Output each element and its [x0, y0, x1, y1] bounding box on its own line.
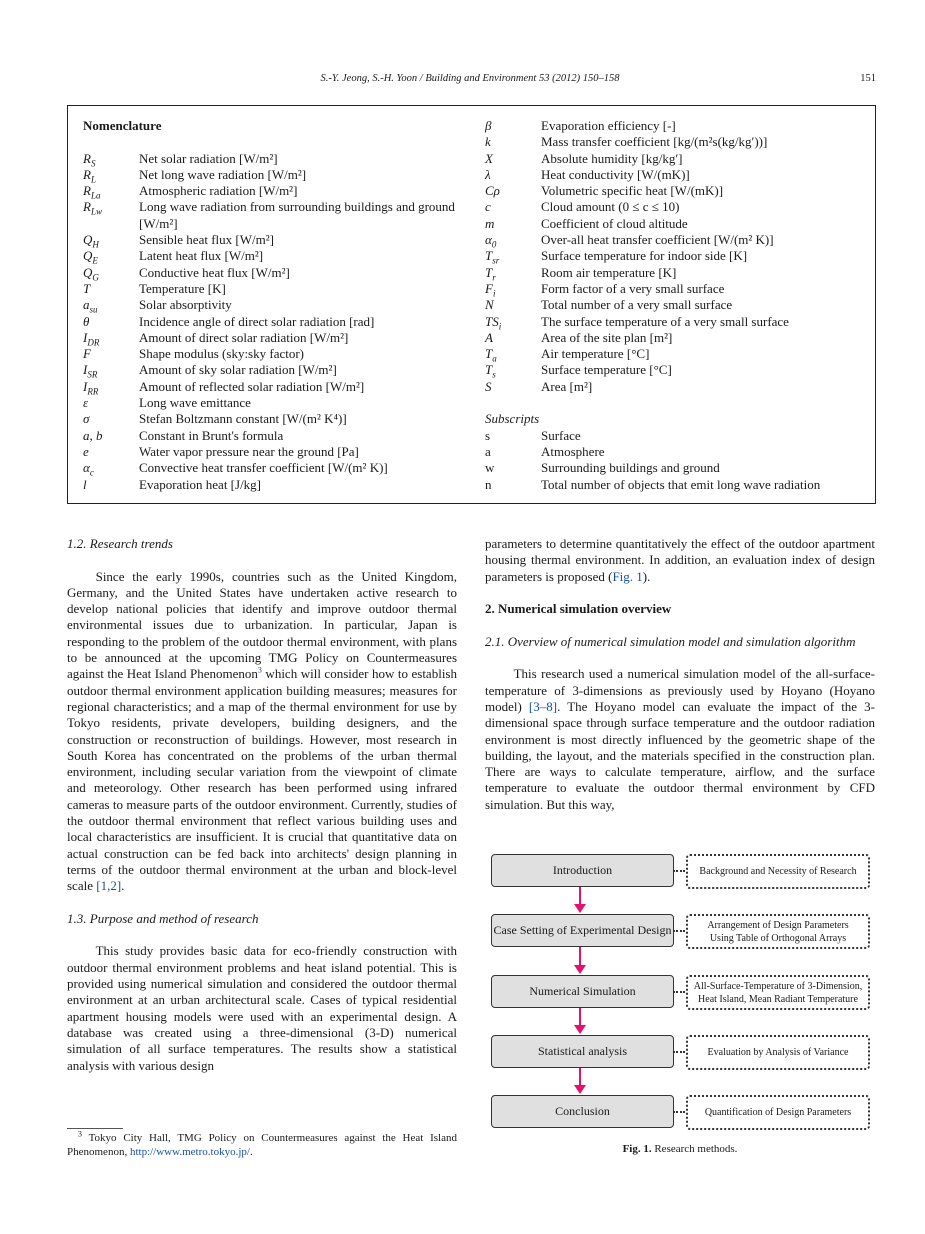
symbol-subscript: Lw	[90, 207, 102, 218]
arrow-down-icon	[579, 1008, 581, 1032]
note-box	[686, 975, 870, 1010]
symbol-base: Q	[83, 248, 93, 264]
nomenclature-row	[83, 265, 473, 281]
arrow-down-icon	[579, 887, 581, 911]
definition: Over-all heat transfer coefficient [W/(m² K)]	[541, 232, 774, 248]
definition: Conductive heat flux [W/m²]	[139, 264, 290, 280]
definition: Net long wave radiation [W/m²]	[139, 166, 307, 182]
citation-link[interactable]: [3–8]	[528, 698, 558, 714]
left-column	[67, 536, 457, 1074]
symbol-base: TS	[485, 313, 499, 329]
symbol-base: σ	[83, 411, 90, 427]
dotted-connector	[673, 991, 685, 993]
nomenclature-row	[83, 362, 473, 381]
footnote-text: Tokyo City Hall, TMG Policy on Countermeasures against the Heat Island Phenomenon,	[67, 1132, 457, 1158]
definition: Incidence angle of direct solar radiation [rad]	[139, 313, 375, 329]
definition: Atmosphere	[541, 443, 605, 459]
nomenclature-row	[485, 134, 875, 150]
symbol-base: m	[485, 215, 495, 231]
symbol-subscript: DR	[87, 337, 100, 348]
step-label: Case Setting of Experimental Design	[493, 923, 672, 937]
definition: Amount of reflected solar radiation [W/m²]	[139, 378, 365, 394]
symbol	[485, 379, 541, 395]
definition: Absolute humidity [kg/kg′]	[541, 150, 683, 166]
symbol	[485, 167, 541, 183]
symbol	[83, 477, 139, 493]
text: . The Hoyano model can evaluate the impact of the 3-dimensional space through surface temperature and the outdoor radiation environment is most directly influenced by the geometric shape of the building, the layout, and the materials specified in the construction plan. There are ways to calculate temperature, airflow, and the surface temperature to evaluate the outdoor thermal environment by CFD simulation. But this way,	[485, 698, 875, 812]
definition: Volumetric specific heat [W/(mK)]	[541, 183, 724, 199]
symbol	[485, 362, 541, 381]
note-line: Evaluation by Analysis of Variance	[707, 1047, 849, 1058]
definition: The surface temperature of a very small surface	[541, 313, 789, 329]
symbol-base: T	[485, 362, 493, 378]
symbol-subscript: 0	[491, 239, 497, 250]
nomenclature-row	[83, 444, 473, 460]
nomenclature-row	[485, 346, 875, 362]
section-heading-1-2: 1.2. Research trends	[67, 536, 173, 551]
symbol	[83, 379, 139, 395]
subscript-row	[485, 460, 875, 476]
symbol-subscript: r	[492, 272, 496, 283]
figure-caption	[485, 1143, 875, 1155]
definition: Amount of direct solar radiation [W/m²]	[139, 329, 349, 345]
symbol	[485, 216, 541, 232]
nomenclature-row	[485, 232, 875, 248]
text: which will consider how to establish outdoor thermal environment application building measures; measures for regional characteristics; and a map of the thermal environment for use by Tokyo residents, private developers, building designers, and the construction or reconstruction of buildings. However, most research in South Korea has concentrated on the problems of the urban thermal environment, including secular variation from the viewpoint of climate and meteorology. Other research has been performed using infrared cameras to measure parts of the outdoor environment. Currently, studies of the outdoor thermal environment that reflect various building uses and local characteristics are insufficient. It is crucial that quantitative data on actual construction can be fed back into architects' design planning in terms of the outdoor thermal environment at the urban and block-level scale	[67, 666, 457, 894]
nomenclature-row	[83, 167, 473, 183]
nomenclature-row	[485, 183, 875, 199]
nomenclature-row	[485, 314, 875, 330]
spacer	[485, 395, 875, 411]
symbol	[83, 199, 139, 232]
note-line: Quantification of Design Parameters	[704, 1107, 852, 1118]
paragraph	[485, 536, 875, 585]
subscript-row	[485, 444, 875, 460]
paragraph	[485, 666, 875, 813]
dotted-connector	[673, 930, 685, 932]
symbol-base: Cρ	[485, 183, 500, 199]
symbol	[485, 248, 541, 264]
footnote-link[interactable]: http://www.metro.tokyo.jp/	[129, 1146, 250, 1158]
step-label: Conclusion	[555, 1104, 610, 1118]
footnote	[67, 1131, 457, 1159]
nomenclature-row	[83, 428, 473, 444]
symbol	[485, 151, 541, 167]
text: .	[121, 878, 125, 894]
note-text	[705, 1106, 851, 1119]
nomenclature-row	[485, 362, 875, 381]
nomenclature-row	[83, 314, 473, 330]
definition: Amount of sky solar radiation [W/m²]	[139, 362, 337, 378]
symbol	[83, 232, 139, 248]
symbol-base: T	[83, 280, 91, 296]
nomenclature-row	[485, 281, 875, 297]
caption-label: Fig. 1.	[622, 1143, 652, 1155]
symbol	[83, 346, 139, 362]
symbol-base: R	[83, 150, 91, 166]
nomenclature-row	[83, 151, 473, 167]
definition: Convective heat transfer coefficient [W/(m² K)]	[139, 460, 388, 476]
symbol-base: I	[83, 362, 88, 378]
subscripts-title: Subscripts	[485, 411, 540, 427]
symbol-base: l	[83, 476, 87, 492]
symbol	[485, 314, 541, 330]
symbol-subscript: E	[92, 255, 98, 266]
symbol	[83, 444, 139, 460]
symbol-subscript: su	[89, 304, 98, 315]
definition: Water vapor pressure near the ground [Pa]	[139, 443, 359, 459]
symbol-subscript: RR	[87, 386, 99, 397]
dotted-connector	[673, 1051, 685, 1053]
symbol-base: α	[83, 460, 90, 476]
note-line: Background and Necessity of Research	[699, 866, 857, 877]
symbol	[83, 460, 139, 476]
note-line: Arrangement of Design Parameters	[707, 919, 849, 931]
symbol	[485, 134, 541, 150]
note-box	[686, 854, 870, 889]
text: This research used a numerical simulation model of the all-surface-temperature of 3-dimensions as previously used by Hoyano (Hoyano model)	[485, 666, 875, 714]
symbol-subscript: c	[89, 467, 94, 478]
symbol-subscript: s	[492, 370, 496, 381]
step-box	[491, 854, 674, 887]
symbol	[83, 314, 139, 330]
definition: Heat conductivity [W/(mK)]	[541, 166, 690, 182]
symbol-base: T	[485, 346, 493, 362]
page-number: 151	[860, 73, 876, 84]
dotted-connector	[673, 870, 685, 872]
step-label: Numerical Simulation	[529, 984, 636, 998]
note-line: All-Surface-Temperature of 3-Dimension,	[693, 980, 863, 992]
nomenclature-title: Nomenclature	[83, 118, 162, 133]
figure-link[interactable]: Fig. 1	[612, 568, 643, 584]
nomenclature-row	[83, 346, 473, 362]
paragraph: This study provides basic data for eco-friendly construction with outdoor thermal environment problems and heat island potential. This is provided using numerical simulation and considered the outdoor thermal environment at an urban architectural scale. Cases of typical residential apartment housing models were used with an experimental design. A database was created using a three-dimensional (3-D) numerical simulation of all surface temperatures. The results show a statistical analysis with various design	[67, 943, 457, 1073]
text: Since the early 1990s, countries such as the United Kingdom, Germany, and the United States have undertaken active research to develop national policies that identify and improve outdoor thermal environmental issues due to urbanization. In particular, Japan is responding to the problem of the outdoor thermal environment, with plans to be announced at the upcoming TMG Policy on Countermeasures against the Heat Island Phenomenon	[67, 568, 457, 682]
definition: Shape modulus (sky:sky factor)	[139, 346, 305, 362]
nomenclature-right	[485, 118, 875, 493]
symbol: s	[485, 427, 491, 443]
subscript-row	[485, 428, 875, 444]
footnote-divider	[67, 1128, 123, 1129]
symbol-subscript: sr	[492, 255, 500, 266]
symbol	[83, 395, 139, 411]
citation-link[interactable]: [1,2]	[96, 878, 122, 894]
symbol	[485, 265, 541, 281]
symbol-base: a, b	[83, 427, 103, 443]
symbol: w	[485, 460, 495, 476]
symbol: n	[485, 476, 492, 492]
nomenclature-row	[485, 265, 875, 281]
definition: Area of the site plan [m²]	[541, 329, 673, 345]
definition: Surrounding buildings and ground	[541, 460, 720, 476]
symbol	[485, 183, 541, 199]
symbol-base: N	[485, 297, 494, 313]
symbol-base: Q	[83, 232, 93, 248]
definition: Surface temperature [°C]	[541, 362, 672, 378]
symbol	[83, 330, 139, 346]
nomenclature-row	[485, 248, 875, 264]
section-heading-1-3: 1.3. Purpose and method of research	[67, 910, 259, 926]
nomenclature-row	[485, 167, 875, 183]
step-box	[491, 1095, 674, 1128]
symbol-subscript: G	[92, 272, 99, 283]
symbol-base: R	[83, 199, 91, 215]
symbol-base: F	[485, 280, 493, 296]
note-box	[686, 914, 870, 949]
step-box	[491, 914, 674, 947]
symbol	[485, 232, 541, 248]
subscript-row	[485, 477, 875, 493]
definition: Mass transfer coefficient [kg/(m²s(kg/kg′))]	[541, 134, 768, 150]
nomenclature-row	[83, 460, 473, 476]
symbol	[83, 248, 139, 264]
symbol	[83, 281, 139, 297]
running-title: S.-Y. Jeong, S.-H. Yoon / Building and Environment 53 (2012) 150–158	[320, 73, 620, 84]
definition: Sensible heat flux [W/m²]	[139, 232, 274, 248]
definition: Evaporation efficiency [-]	[541, 118, 676, 133]
symbol: a	[485, 443, 491, 459]
symbol	[485, 281, 541, 297]
symbol	[485, 297, 541, 313]
definition: Long wave radiation from surrounding buildings and ground [W/m²]	[139, 199, 455, 231]
symbol-base: X	[485, 150, 493, 166]
symbol-base: I	[83, 329, 88, 345]
symbol-base: θ	[83, 313, 90, 329]
footnote-ref[interactable]: 3	[257, 666, 262, 676]
paragraph	[67, 569, 457, 895]
step-label: Introduction	[552, 863, 613, 877]
symbol-subscript: S	[90, 158, 96, 169]
symbol-base: a	[83, 297, 90, 313]
step-box	[491, 1035, 674, 1068]
step-label: Statistical analysis	[538, 1044, 627, 1058]
nomenclature-left	[83, 118, 473, 493]
symbol-base: T	[485, 248, 493, 264]
symbol	[83, 151, 139, 167]
symbol-subscript: i	[492, 288, 496, 299]
symbol	[83, 183, 139, 199]
nomenclature-row	[485, 199, 875, 215]
note-line: Heat Island, Mean Radiant Temperature	[698, 993, 858, 1005]
definition: Long wave emittance	[139, 395, 251, 411]
definition: Net solar radiation [W/m²]	[139, 150, 278, 166]
symbol-base: F	[83, 346, 91, 362]
dotted-connector	[673, 1111, 685, 1113]
definition: Area [m²]	[541, 378, 593, 394]
section-heading-2: 2. Numerical simulation overview	[485, 601, 672, 617]
nomenclature-row	[485, 118, 875, 134]
symbol-base: c	[485, 199, 491, 215]
symbol-base: α	[485, 232, 492, 248]
text: .	[249, 1146, 253, 1158]
section-heading-2-1: 2.1. Overview of numerical simulation model and simulation algorithm	[485, 633, 856, 649]
symbol-base: T	[485, 264, 493, 280]
symbol	[485, 118, 541, 134]
nomenclature-row	[83, 395, 473, 411]
symbol	[83, 428, 139, 444]
nomenclature-row	[485, 330, 875, 346]
nomenclature-row	[83, 232, 473, 248]
nomenclature-row	[83, 183, 473, 199]
nomenclature-row	[83, 379, 473, 395]
symbol	[83, 297, 139, 313]
symbol-subscript: La	[90, 190, 101, 201]
symbol	[83, 362, 139, 381]
definition: Air temperature [°C]	[541, 346, 650, 362]
symbol	[83, 411, 139, 427]
nomenclature-row	[83, 248, 473, 264]
symbol-base: β	[485, 118, 492, 133]
symbol-base: e	[83, 443, 89, 459]
caption-text: Research methods.	[651, 1143, 738, 1155]
symbol-subscript: i	[498, 321, 502, 332]
nomenclature-row	[485, 216, 875, 232]
nomenclature-row	[485, 297, 875, 313]
definition: Atmospheric radiation [W/m²]	[139, 183, 298, 199]
symbol	[485, 346, 541, 362]
symbol-subscript: H	[92, 239, 99, 250]
definition: Solar absorptivity	[139, 297, 232, 313]
symbol	[485, 330, 541, 346]
symbol-subscript: SR	[87, 370, 98, 381]
note-text	[708, 1046, 849, 1059]
arrow-down-icon	[579, 947, 581, 972]
nomenclature-row	[83, 281, 473, 297]
nomenclature-box	[67, 105, 876, 504]
symbol-subscript: L	[90, 174, 96, 185]
step-box	[491, 975, 674, 1008]
definition: Coefficient of cloud altitude	[541, 215, 688, 231]
definition: Form factor of a very small surface	[541, 280, 725, 296]
definition: Stefan Boltzmann constant [W/(m² K⁴)]	[139, 411, 347, 427]
definition: Temperature [K]	[139, 280, 226, 296]
symbol	[485, 199, 541, 215]
note-text	[707, 919, 848, 945]
note-box	[686, 1035, 870, 1070]
right-column	[485, 536, 875, 813]
symbol-base: S	[485, 378, 492, 394]
symbol-base: λ	[485, 166, 491, 182]
definition: Surface temperature for indoor side [K]	[541, 248, 748, 264]
definition: Evaporation heat [J/kg]	[139, 476, 262, 492]
nomenclature-row	[485, 151, 875, 167]
symbol	[83, 167, 139, 183]
nomenclature-row	[485, 379, 875, 395]
text: parameters to determine quantitatively the effect of the outdoor apartment housing thermal environment. In addition, an evaluation index of design parameters is proposed (	[485, 536, 875, 584]
symbol-base: I	[83, 378, 88, 394]
definition: Total number of a very small surface	[541, 297, 733, 313]
definition: Room air temperature [K]	[541, 264, 677, 280]
nomenclature-row	[83, 330, 473, 346]
note-text	[699, 865, 856, 878]
symbol-base: k	[485, 134, 491, 150]
nomenclature-row	[83, 199, 473, 232]
symbol-base: A	[485, 329, 493, 345]
note-text	[694, 980, 862, 1006]
note-box	[686, 1095, 870, 1130]
symbol-base: R	[83, 166, 91, 182]
symbol-subscript: a	[492, 353, 497, 364]
note-line: Using Table of Orthogonal Arrays	[709, 932, 847, 944]
nomenclature-row	[83, 477, 473, 493]
footnote-mark: 3	[78, 1129, 82, 1139]
arrow-down-icon	[579, 1068, 581, 1092]
definition: Total number of objects that emit long wave radiation	[541, 476, 821, 492]
text: ).	[642, 568, 651, 584]
symbol	[83, 265, 139, 281]
symbol-base: Q	[83, 264, 93, 280]
definition: Surface	[541, 427, 581, 443]
nomenclature-row	[83, 411, 473, 427]
definition: Latent heat flux [W/m²]	[139, 248, 264, 264]
nomenclature-row	[83, 297, 473, 313]
symbol-base: R	[83, 183, 91, 199]
definition: Constant in Brunt's formula	[139, 427, 284, 443]
definition: Cloud amount (0 ≤ c ≤ 10)	[541, 199, 680, 215]
symbol-base: ε	[83, 395, 89, 411]
